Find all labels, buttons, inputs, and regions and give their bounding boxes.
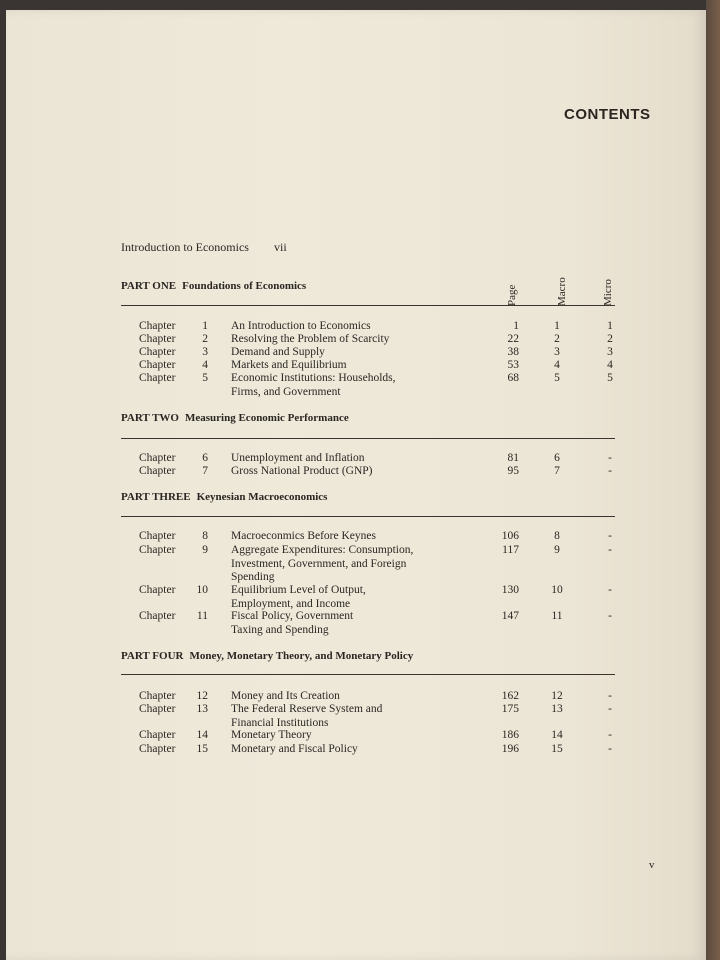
page-folio: v (649, 859, 655, 871)
chapter-title: Monetary and Fiscal Policy (231, 743, 358, 755)
chapter-word: Chapter (139, 359, 176, 371)
chapter-title: Unemployment and Inflation (231, 452, 365, 464)
contents-title: CONTENTS (564, 106, 651, 123)
chapter-word: Chapter (139, 743, 176, 755)
part-rule (121, 516, 615, 517)
chapter-title: Money and Its Creation (231, 690, 340, 702)
chapter-title: Gross National Product (GNP) (231, 465, 373, 477)
chapter-number: 5 (202, 372, 208, 384)
chapter-word: Chapter (139, 452, 176, 464)
chapter-number: 4 (202, 359, 208, 371)
chapter-number: 7 (202, 465, 208, 477)
chapter-word: Chapter (139, 690, 176, 702)
chapter-title: Aggregate Expenditures: Consumption, Investment, Government, and Foreign Spending (231, 544, 414, 583)
chapter-number: 3 (202, 346, 208, 358)
part-heading (121, 650, 413, 662)
chapter-macro: 1 (554, 320, 560, 332)
chapter-micro: - (608, 530, 612, 542)
chapter-title: Monetary Theory (231, 729, 312, 741)
chapter-page: 186 (501, 729, 519, 741)
chapter-word: Chapter (139, 610, 176, 622)
chapter-page: 130 (501, 584, 519, 596)
chapter-macro: 12 (551, 690, 563, 702)
chapter-page: 175 (501, 703, 519, 715)
chapter-word: Chapter (139, 333, 176, 345)
chapter-number: 11 (196, 610, 208, 622)
chapter-micro: - (608, 610, 612, 622)
chapter-page: 147 (501, 610, 519, 622)
chapter-micro: - (608, 465, 612, 477)
chapter-number: 9 (202, 544, 208, 556)
chapter-macro: 9 (554, 544, 560, 556)
chapter-macro: 5 (554, 372, 560, 384)
chapter-macro: 8 (554, 530, 560, 542)
part-label: PART ONE (121, 280, 177, 292)
column-header-macro: Macro (556, 277, 568, 306)
chapter-number: 15 (196, 743, 208, 755)
part-name: Money, Monetary Theory, and Monetary Policy (189, 650, 414, 662)
chapter-micro: 1 (607, 320, 613, 332)
part-label: PART FOUR (121, 650, 184, 662)
chapter-number: 8 (202, 530, 208, 542)
part-rule (121, 438, 615, 439)
chapter-micro: 3 (607, 346, 613, 358)
chapter-page: 22 (507, 333, 519, 345)
chapter-page: 95 (507, 465, 519, 477)
book-edge (706, 0, 720, 960)
chapter-number: 13 (196, 703, 208, 715)
intro-page: vii (273, 240, 287, 254)
chapter-title: Equilibrium Level of Output, Employment, and Income (231, 584, 366, 610)
column-header-page: Page (506, 284, 518, 306)
chapter-title: Markets and Equilibrium (231, 359, 347, 371)
chapter-micro: 5 (607, 372, 613, 384)
chapter-macro: 10 (551, 584, 563, 596)
chapter-number: 14 (196, 729, 208, 741)
chapter-word: Chapter (139, 530, 176, 542)
part-label: PART TWO (121, 412, 179, 424)
chapter-number: 1 (202, 320, 208, 332)
part-heading (121, 491, 327, 503)
chapter-macro: 4 (554, 359, 560, 371)
chapter-title: Macroeconmics Before Keynes (231, 530, 376, 542)
chapter-page: 38 (507, 346, 519, 358)
chapter-title: An Introduction to Economics (231, 320, 371, 332)
chapter-micro: - (608, 703, 612, 715)
chapter-word: Chapter (139, 320, 176, 332)
part-heading (121, 280, 306, 292)
part-rule (121, 305, 615, 306)
part-name: Keynesian Macroeconomics (196, 491, 328, 503)
chapter-macro: 6 (554, 452, 560, 464)
book-page (6, 10, 706, 960)
chapter-page: 117 (502, 544, 519, 556)
intro-entry (121, 240, 287, 255)
chapter-macro: 14 (551, 729, 563, 741)
chapter-word: Chapter (139, 729, 176, 741)
chapter-micro: - (608, 729, 612, 741)
part-rule (121, 674, 615, 675)
chapter-page: 68 (507, 372, 519, 384)
chapter-word: Chapter (139, 703, 176, 715)
part-name: Measuring Economic Performance (185, 412, 349, 424)
chapter-macro: 3 (554, 346, 560, 358)
chapter-page: 106 (501, 530, 519, 542)
column-header-micro: Micro (602, 279, 614, 306)
part-label: PART THREE (121, 491, 191, 503)
chapter-word: Chapter (139, 465, 176, 477)
chapter-number: 12 (196, 690, 208, 702)
intro-label: Introduction to Economics (121, 240, 249, 254)
chapter-page: 162 (501, 690, 519, 702)
chapter-title: Fiscal Policy, Government Taxing and Spending (231, 610, 354, 636)
chapter-title: Resolving the Problem of Scarcity (231, 333, 390, 345)
chapter-title: Economic Institutions: Households, Firms, and Government (231, 372, 396, 398)
chapter-word: Chapter (139, 346, 176, 358)
chapter-title: Demand and Supply (231, 346, 325, 358)
chapter-page: 196 (501, 743, 519, 755)
chapter-macro: 15 (551, 743, 563, 755)
chapter-micro: - (608, 584, 612, 596)
chapter-number: 2 (202, 333, 208, 345)
chapter-macro: 2 (554, 333, 560, 345)
chapter-word: Chapter (139, 544, 176, 556)
chapter-macro: 11 (551, 610, 563, 622)
chapter-word: Chapter (139, 584, 176, 596)
chapter-micro: - (608, 544, 612, 556)
chapter-page: 1 (513, 320, 519, 332)
chapter-micro: 2 (607, 333, 613, 345)
chapter-page: 81 (507, 452, 519, 464)
part-heading (121, 412, 349, 424)
chapter-macro: 13 (551, 703, 563, 715)
chapter-page: 53 (507, 359, 519, 371)
chapter-macro: 7 (554, 465, 560, 477)
chapter-micro: - (608, 452, 612, 464)
chapter-micro: - (608, 743, 612, 755)
part-name: Foundations of Economics (182, 280, 307, 292)
chapter-micro: - (608, 690, 612, 702)
chapter-number: 6 (202, 452, 208, 464)
chapter-number: 10 (196, 584, 208, 596)
chapter-micro: 4 (607, 359, 613, 371)
chapter-title: The Federal Reserve System and Financial Institutions (231, 703, 383, 729)
chapter-word: Chapter (139, 372, 176, 384)
